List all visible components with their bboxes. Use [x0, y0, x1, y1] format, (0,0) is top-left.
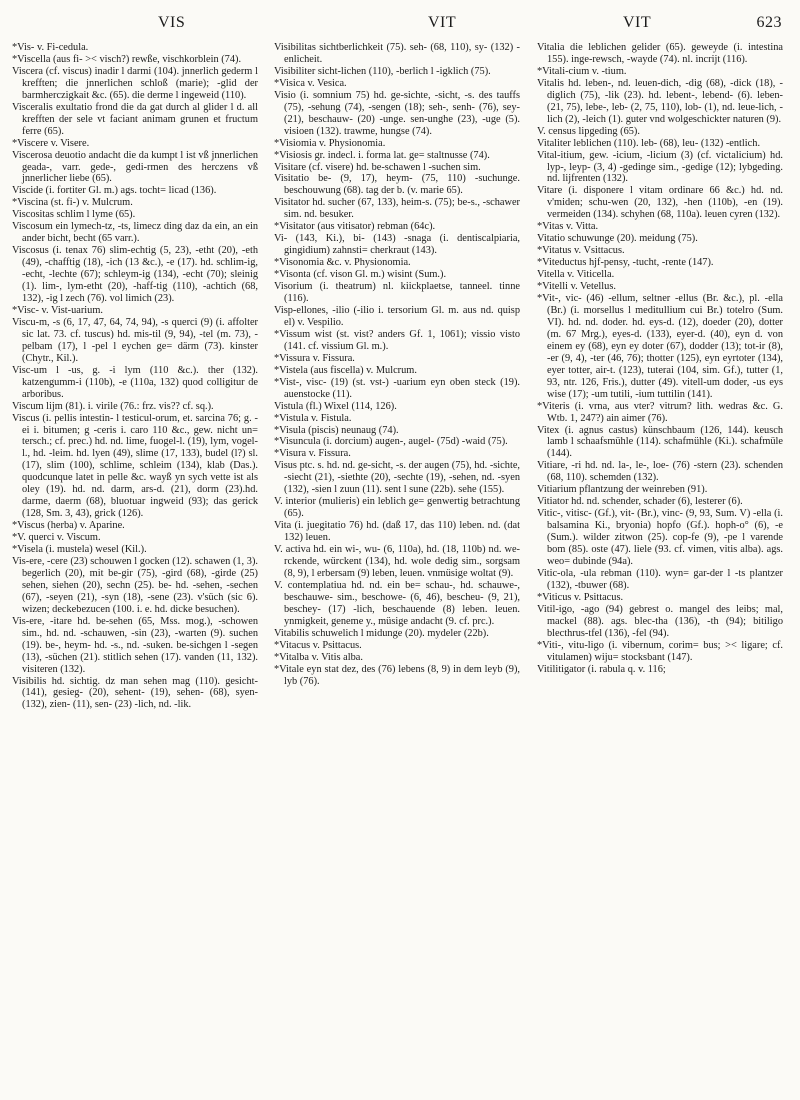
dictionary-entry: Vis-ere, -itare hd. be-sehen (65, Mss. mog.), -schowen sim., hd. nd. -schauwen, -sin (23), -warten (9). suchen (19). be-, heym- hd. -s., nd. -suken. be-sichgen l -segen (13), -süchen (21). stitlich sehen (17). vanden (11, 132). visiteren (132). [12, 615, 258, 675]
dictionary-entry: *Viteductus hjf-pensy, -tucht, -rente (147). [537, 257, 714, 269]
dictionary-entry: Vitaliter leblichen (110). leb- (68), leu- (132) -entlich. [537, 137, 761, 149]
dictionary-entry: V. census lipgeding (65). [537, 125, 640, 137]
column-3 [537, 42, 783, 1090]
header-mid-word: VIT [428, 14, 457, 31]
dictionary-entry: Visibilis hd. sichtig. dz man sehen mag (110). gesicht- (141), gesieg- (20), sehent- (19), sehen- (68), syen- (132), zien- (11), sen- (23) -lich, nd. -lik. [12, 675, 258, 711]
dictionary-entry: Viscide (i. fortiter Gl. m.) ags. tocht= licad (136). [12, 185, 217, 197]
dictionary-entry: *Visura v. Fissura. [274, 448, 351, 460]
dictionary-entry: Vitalia die leblichen gelider (65). geweyde (i. intestina 155). inge-rewsch, -wayde (74). nl. incrijt (116). [537, 42, 783, 65]
dictionary-entry: Vitiator hd. nd. schender, schader (6), lesterer (6). [537, 496, 743, 508]
dictionary-entry: Viscum lijm (81). i. virile (76.: frz. vis?? cf. sq.). [12, 400, 214, 412]
dictionary-entry: Vitiarium pflantzung der weinreben (91). [537, 484, 708, 496]
dictionary-entry: *Viticus v. Psittacus. [537, 591, 624, 603]
dictionary-entry: Vitic-, vitisc- (Gf.), vit- (Br.), vinc- (9, 93, Sum. V) -ella (i. balsamina Ki., bryonia) hopfo (Gf.). hoph-o° (6), -e (Sum.). wilder zitwon (25). cop-fe (9), -pe l varende bom (85). oste (47). liele (93. cf. vimen, vitis alba). ags. weo= dubinde (94a). [537, 508, 783, 567]
dictionary-entry: *Visonomia &c. v. Physionomia. [274, 257, 411, 269]
dictionary-entry: *Visuncula (i. dorcium) augen-, augel- (75d) -waid (75). [274, 436, 508, 448]
dictionary-entry: *Vitale eyn stat dez, des (76) lebens (8, 9) in dem leyb (9), lyb (76). [274, 663, 520, 687]
dictionary-entry: Viscera (cf. viscus) inadir l darmi (104). jnnerlich gederm l krefften; die jnnerlichen schloß (marie); -glid der barmherczigkait &c. (65). die derme l ingeweid (110). [12, 65, 258, 101]
dictionary-entry: Visorium (i. theatrum) nl. kiickplaetse, tanneel. tinne (116). [274, 281, 520, 305]
dictionary-entry: Viscosus (i. tenax 76) slim-echtig (5, 23), -etht (20), -eth (49), -chafftig (18), -ich (13 &c.), -e (17). hd. schlim-ig, -echt, -lechte (67); schleym-ig (134), -echt (70); sleinig (1). lim-, lym-etht (20), -haff-tig (110), -achtich (68, 132), -ig l zech (76). vol limich (23). [12, 245, 258, 305]
dictionary-entry: Vitatio schuwunge (20). meidung (75). [537, 233, 698, 245]
dictionary-entry: Visitatio be- (9, 17), heym- (75, 110) -suchunge. beschouwung (68). tag der b. (v. marie 65). [274, 173, 520, 197]
dictionary-entry: *Vissum wist (st. vist? anders Gf. 1, 1061); vissio visto (141. cf. vissium Gl. m.). [274, 328, 520, 352]
dictionary-entry: Vitalis hd. leben-, nd. leuen-dich, -dig (68), -dick (18), -diglich (75), -lik (23). hd. lebent-, lebend- (6). leben- (21, 75), lebe-, leb- (2, 75, 110), lob- (1), nd. leue-lich, -lich (2), -leich (1). guter vnd wolgeschickter naturen (9). [537, 77, 783, 125]
dictionary-entry: *Vissura v. Fissura. [274, 352, 355, 364]
dictionary-entry: *Vit-, vic- (46) -ellum, seltner -ellus (Br. &c.), pl. -ella (Br.) (i. morsellus l meditullium cui Br.) totelro (Sum. VI). hd. nd. doder. hd. eys-d. (12), doeder (20), dotter (m. 67 Mrg.), eyes-d. (133), eyer-d. (40), eyn d. von einem ey (68), eyn ey doter (67), dodder (13); tot-ir (8), -er (9, 4), -ter (46, 76); thotter (125), eyn eyrtoter (134), eyer totter, air-t. (123), tuterai (104, sim. Gf.), tutter (1, 93, ntr. 126, Fris.), dutter (49). vitell-um doder, -us eys wise (17); -um tutili, -ium tuttilin (141). [537, 293, 783, 400]
dictionary-entry: *Vis- v. Fi-cedula. [12, 42, 89, 53]
dictionary-entry: Vitella v. Viticella. [537, 269, 615, 281]
dictionary-entry: Visitare (cf. visere) hd. be-schawen l -suchen sim. [274, 161, 481, 173]
dictionary-entry: *Viteris (i. vrna, aus vter? vitrum? lith. wedras &c. G. Wtb. 1, 247?) ain aimer (76). [537, 400, 783, 424]
dictionary-entry: *V. querci v. Viscum. [12, 532, 101, 544]
dictionary-entry: Vital-itium, gew. -icium, -licium (3) (cf. victalicium) hd. lyp-, leyp- (3, 4) -gedinge sim., -gedige (12); lybgeding. nd. lijfrenten (132). [537, 149, 783, 185]
dictionary-entry: Viscus (i. pellis intestin- l testicul-orum, et. sarcina 76; g. -ei i. bitumen; g -ceris i. caro 110 &c., gew. nicht un= tersch.; cf. prec.) hd. nd. lime, fuogel-l. (19), lym, vogel-l., hd. -leim. hd. lyen (49), slime (17, 133), budel (l?) sl. (17), slim (100), schlime, schleim (134), klab (Das.). quodcunque latet in pelle &c. wayß yn sych vette ist als oley (19). hd. nd. darm, ars-d. (21), dorm (23).hd. darme, daerm (68), bluotuar ingweid (93); das gerick (128, Sm. 3, 43), grick (126). [12, 412, 258, 520]
dictionary-entry: *Vistela (aus fiscella) v. Mulcrum. [274, 364, 417, 376]
dictionary-entry: Vi- (143, Ki.), bi- (143) -snaga (i. dentiscalpiaria, gingidium) zahnsti= cherkraut (143). [274, 233, 520, 257]
dictionary-entry: *Visonta (cf. vison Gl. m.) wisint (Sum.). [274, 269, 447, 281]
dictionary-entry: *Viscina (st. fi-) v. Mulcrum. [12, 197, 133, 209]
dictionary-entry: *Viscella (aus fi- >< visch?) rewße, vischkorblein (74). [12, 53, 242, 65]
dictionary-entry: Visus ptc. s. hd. nd. ge-sicht, -s. der augen (75), hd. -sichte, -siecht (21), -siethte (20), -sechte (19), -sehen, nd. -syen (132), -sien l zuun (11). sent l sune (22b). sehe (155). [274, 460, 520, 496]
dictionary-entry: Visitator hd. sucher (67, 133), heim-s. (75); be-s., -schawer sim. nd. besuker. [274, 197, 520, 221]
dictionary-entry: *Vist-, visc- (19) (st. vst-) -uarium eyn oben steck (19). auenstocke (11). [274, 376, 520, 400]
dictionary-entry: Vitic-ola, -ula rebman (110). wyn= gar-der l -ts plantzer (132), -tbuwer (68). [537, 567, 783, 591]
dictionary-entry: Vita (i. juegitatio 76) hd. (daß 17, das 110) leben. nd. (dat 132) leuen. [274, 520, 520, 544]
dictionary-entry: Visibilitas sichtberlichkeit (75). seh- (68, 110), sy- (132) -enlicheit. [274, 42, 520, 65]
running-header [18, 14, 782, 36]
dictionary-entry: Vistula (fl.) Wixel (114, 126). [274, 400, 397, 412]
dictionary-entry: *Vitalba v. Vitis alba. [274, 651, 363, 663]
dictionary-entry: Vitilitigator (i. rabula q. v. 116; [537, 663, 666, 675]
dictionary-entry: Visio (i. somnium 75) hd. ge-sichte, -sicht, -s. des tauffs (75), -sehung (74), -sengen (18); seh-, senh- (76), sey- (21), beschauw- (20) -unge. sen-unghe (23), -uge (5). visioen (132). trawme, hungse (74). [274, 89, 520, 137]
dictionary-entry: *Vitas v. Vitta. [537, 221, 599, 233]
header-left-word: VIS [158, 14, 186, 31]
dictionary-entry: *Visitator (aus vitisator) rebman (64c). [274, 221, 436, 233]
dictionary-entry: *Viti-, vitu-ligo (i. vibernum, corim= bus; >< ligare; cf. vitulamen) wiju= stocksbant (147). [537, 639, 783, 663]
dictionary-entry: Viscu-m, -s (6, 17, 47, 64, 74, 94), -s querci (9) (i. affolter sic lat. 73. cf. tuscus) hd. mis-til (9, 94), -tel (m. 73), -pelbam (17), l -pel l eychen ge= därm (73). kinster (Chytr., Kil.). [12, 316, 258, 364]
dictionary-entry: Vitex (i. agnus castus) künschbaum (126, 144). keusch lamb l schaafsmühle (114). schafmühle (Ki.). schafmüle (144). [537, 424, 783, 460]
dictionary-entry: *Vitacus v. Psittacus. [274, 639, 362, 651]
dictionary-entry: *Visiosis gr. indecl. i. forma lat. ge= staltnusse (74). [274, 149, 490, 161]
dictionary-entry: *Visiomia v. Physionomia. [274, 137, 386, 149]
dictionary-entry: *Viscus (herba) v. Aparine. [12, 520, 125, 532]
header-right-word: VIT [623, 14, 652, 31]
dictionary-entry: *Vitali-cium v. -tium. [537, 65, 627, 77]
page-number: 623 [756, 14, 782, 31]
column-2 [274, 42, 520, 1090]
dictionary-entry: V. contemplatiua hd. nd. ein be= schau-, hd. schauwe-, beschauwe- sim., beschowe- (6, 46), bescheu- (9, 21), beschey- (17) -lich, beschauende (8) leben. leuen. ynmigkeit, geneme y., müsige andacht (9. cf. prc.). [274, 579, 520, 627]
dictionary-entry: Viscerosa deuotio andacht die da kumpt l ist vß jnnerlichen geada-, varr. gede-, gedi-rmen des herczens vß jnnerlicher liebe (65). [12, 149, 258, 185]
dictionary-entry: Visibiliter sicht-lichen (110), -berlich l -igklich (75). [274, 65, 491, 77]
dictionary-entry: *Vitelli v. Vetellus. [537, 281, 616, 293]
dictionary-entry: Visp-ellones, -ilio (-ilio i. tersorium Gl. m. aus nd. quisp el) v. Vespilio. [274, 304, 520, 328]
dictionary-entry: *Viscere v. Visere. [12, 137, 90, 149]
dictionary-entry: Vis-ere, -cere (23) schouwen l gocken (12). schawen (1, 3). begerlich (20), mit be-gir (75), -gird (68), -girde (25) sehen, siehen (20), sechn (25). be- hd. -sehen, -sechen (67), -seyen (21), -syn (18), -sene (23). v'süch (sic 6). wizen; deckebezucen (100. i. e. hd. dicke besuchen). [12, 555, 258, 615]
dictionary-entry: V. activa hd. ein wi-, wu- (6, 110a), hd. (18, 110b) nd. we-rckende, würckent (134), hd. wole dedig sim., sorgsam (8, 9), l erbersam (9) leben, leuen. vnmüsige woltat (9). [274, 544, 520, 579]
dictionary-entry: Visc-um l -us, g. -i lym (110 &c.). ther (132). katzengumm-i (110b), -e (110a, 132) quod colligitur de arboribus. [12, 364, 258, 400]
dictionary-entry: Visceralis exultatio frond die da gat durch al glider l d. all krefften der sele vt faciant animam grunen et fructum ferre (65). [12, 101, 258, 137]
dictionary-entry: Viscosum ein lymech-tz, -ts, limecz ding daz da ein, an ein ander bicht, becht (65 varr.). [12, 221, 258, 245]
dictionary-entry: *Visica v. Vesica. [274, 77, 347, 89]
dictionary-entry: Vitare (i. disponere l vitam ordinare 66 &c.) hd. nd. v'miden; schu-wen (20, 132), -hen (110b), -en (19). vermeiden (134). schyhen (68, 110a). leuen cyren (132). [537, 185, 783, 221]
dictionary-entry: *Vistula v. Fistula. [274, 412, 352, 424]
dictionary-entry: V. interior (mulieris) ein leblich ge= genwertig betrachtung (65). [274, 496, 520, 520]
dictionary-entry: *Visela (i. mustela) wesel (Kil.). [12, 544, 147, 556]
dictionary-entry: *Vitatus v. Vsittacus. [537, 245, 625, 257]
dictionary-entry: *Visula (piscis) neunaug (74). [274, 424, 399, 436]
column-1 [12, 42, 258, 1090]
dictionary-entry: Vitiare, -ri hd. nd. la-, le-, loe- (76) -stern (23). schenden (68, 110). schemden (132). [537, 460, 783, 484]
dictionary-entry: Vitil-igo, -ago (94) gebrest o. mangel des leibs; mal, mackel (88). ags. blec-tha (136), -th (94); bitiligo blecthrus-tfel (136), -fel (94). [537, 603, 783, 639]
dictionary-entry: *Visc- v. Vist-uarium. [12, 304, 103, 316]
dictionary-entry: Viscositas schlim l lyme (65). [12, 209, 136, 221]
dictionary-entry: Vitabilis schuwelich l midunge (20). mydeler (22b). [274, 627, 489, 639]
